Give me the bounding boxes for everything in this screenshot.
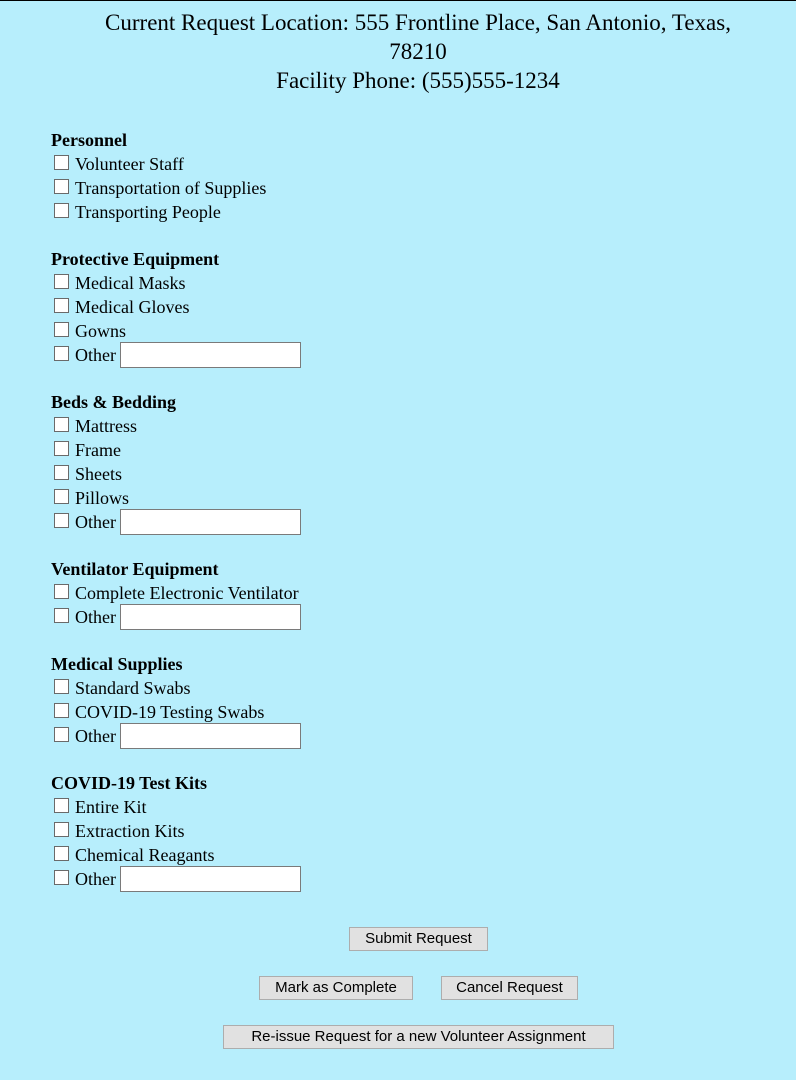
personnel-volunteer-staff-label: Volunteer Staff <box>75 153 184 174</box>
ventilator-equipment-complete-electronic-ventilator-checkbox[interactable] <box>54 584 69 599</box>
beds-and-bedding-pillows-label: Pillows <box>75 487 130 508</box>
submit-request-button[interactable]: Submit Request <box>349 927 488 951</box>
protective-equipment-medical-masks-label: Medical Masks <box>75 272 186 293</box>
beds-and-bedding-other-label: Other <box>75 511 116 532</box>
beds-and-bedding-mattress-checkbox[interactable] <box>54 417 69 432</box>
medical-supplies-covid-19-testing-swabs-label: COVID-19 Testing Swabs <box>75 701 265 722</box>
section-title: Protective Equipment <box>51 249 220 269</box>
medical-supplies-other-checkbox[interactable] <box>54 727 69 742</box>
medical-supplies-standard-swabs-checkbox[interactable] <box>54 679 69 694</box>
protective-equipment-other-label: Other <box>75 344 116 365</box>
facility-phone: Facility Phone: (555)555-1234 <box>276 68 560 93</box>
covid-19-test-kits-other-label: Other <box>75 868 116 889</box>
personnel-transportation-of-supplies-checkbox[interactable] <box>54 179 69 194</box>
protective-equipment-medical-gloves-label: Medical Gloves <box>75 296 190 317</box>
covid-19-test-kits-chemical-reagants-checkbox[interactable] <box>54 846 69 861</box>
section-title: Medical Supplies <box>51 654 183 674</box>
item-medical-supplies-covid-19-testing-swabs <box>51 700 751 724</box>
beds-and-bedding-other-checkbox[interactable] <box>54 513 69 528</box>
beds-and-bedding-sheets-label: Sheets <box>75 463 122 484</box>
section-title: COVID-19 Test Kits <box>51 773 208 793</box>
personnel-transportation-of-supplies-label: Transportation of Supplies <box>75 177 267 198</box>
medical-supplies-standard-swabs-label: Standard Swabs <box>75 677 191 698</box>
item-beds-and-bedding-sheets <box>51 462 751 486</box>
protective-equipment-medical-gloves-checkbox[interactable] <box>54 298 69 313</box>
beds-and-bedding-pillows-checkbox[interactable] <box>54 489 69 504</box>
section-title: Beds & Bedding <box>51 392 177 412</box>
section-ventilator-equipment <box>51 557 751 629</box>
reissue-request-button[interactable]: Re-issue Request for a new Volunteer Assignment <box>223 1025 614 1049</box>
item-beds-and-bedding-mattress <box>51 414 751 438</box>
item-covid-19-test-kits-chemical-reagants <box>51 843 751 867</box>
beds-and-bedding-mattress-label: Mattress <box>75 415 137 436</box>
personnel-transporting-people-label: Transporting People <box>75 201 221 222</box>
ventilator-equipment-other-input[interactable] <box>120 604 301 630</box>
beds-and-bedding-other-input[interactable] <box>120 509 301 535</box>
item-protective-equipment-medical-gloves <box>51 295 751 319</box>
item-personnel-transporting-people <box>51 200 751 224</box>
request-zip: 78210 <box>389 39 447 64</box>
section-title: Personnel <box>51 130 127 150</box>
section-protective-equipment <box>51 247 751 367</box>
item-ventilator-equipment-complete-electronic-ventilator <box>51 581 751 605</box>
item-covid-19-test-kits-extraction-kits <box>51 819 751 843</box>
protective-equipment-other-input[interactable] <box>120 342 301 368</box>
personnel-transporting-people-checkbox[interactable] <box>54 203 69 218</box>
item-beds-and-bedding-other <box>51 510 751 534</box>
mark-complete-button[interactable]: Mark as Complete <box>259 976 413 1000</box>
beds-and-bedding-frame-label: Frame <box>75 439 121 460</box>
personnel-volunteer-staff-checkbox[interactable] <box>54 155 69 170</box>
request-header <box>40 8 796 95</box>
section-covid-19-test-kits <box>51 771 751 891</box>
medical-supplies-other-label: Other <box>75 725 116 746</box>
covid-19-test-kits-entire-kit-checkbox[interactable] <box>54 798 69 813</box>
item-covid-19-test-kits-entire-kit <box>51 795 751 819</box>
medical-supplies-covid-19-testing-swabs-checkbox[interactable] <box>54 703 69 718</box>
item-medical-supplies-standard-swabs <box>51 676 751 700</box>
covid-19-test-kits-chemical-reagants-label: Chemical Reagants <box>75 844 215 865</box>
protective-equipment-gowns-label: Gowns <box>75 320 127 341</box>
item-beds-and-bedding-pillows <box>51 486 751 510</box>
covid-19-test-kits-other-input[interactable] <box>120 866 301 892</box>
item-personnel-volunteer-staff <box>51 152 751 176</box>
request-form <box>51 128 751 914</box>
item-personnel-transportation-of-supplies <box>51 176 751 200</box>
item-protective-equipment-medical-masks <box>51 271 751 295</box>
item-protective-equipment-gowns <box>51 319 751 343</box>
covid-19-test-kits-entire-kit-label: Entire Kit <box>75 796 147 817</box>
cancel-request-button[interactable]: Cancel Request <box>441 976 578 1000</box>
section-title: Ventilator Equipment <box>51 559 219 579</box>
protective-equipment-gowns-checkbox[interactable] <box>54 322 69 337</box>
section-medical-supplies <box>51 652 751 748</box>
item-ventilator-equipment-other <box>51 605 751 629</box>
beds-and-bedding-frame-checkbox[interactable] <box>54 441 69 456</box>
section-personnel <box>51 128 751 224</box>
beds-and-bedding-sheets-checkbox[interactable] <box>54 465 69 480</box>
medical-supplies-other-input[interactable] <box>120 723 301 749</box>
protective-equipment-medical-masks-checkbox[interactable] <box>54 274 69 289</box>
item-beds-and-bedding-frame <box>51 438 751 462</box>
item-protective-equipment-other <box>51 343 751 367</box>
covid-19-test-kits-extraction-kits-label: Extraction Kits <box>75 820 185 841</box>
protective-equipment-other-checkbox[interactable] <box>54 346 69 361</box>
item-medical-supplies-other <box>51 724 751 748</box>
section-beds-and-bedding <box>51 390 751 534</box>
covid-19-test-kits-extraction-kits-checkbox[interactable] <box>54 822 69 837</box>
ventilator-equipment-complete-electronic-ventilator-label: Complete Electronic Ventilator <box>75 582 299 603</box>
item-covid-19-test-kits-other <box>51 867 751 891</box>
ventilator-equipment-other-checkbox[interactable] <box>54 608 69 623</box>
request-location: Current Request Location: 555 Frontline Place, San Antonio, Texas, <box>105 10 731 35</box>
covid-19-test-kits-other-checkbox[interactable] <box>54 870 69 885</box>
ventilator-equipment-other-label: Other <box>75 606 116 627</box>
